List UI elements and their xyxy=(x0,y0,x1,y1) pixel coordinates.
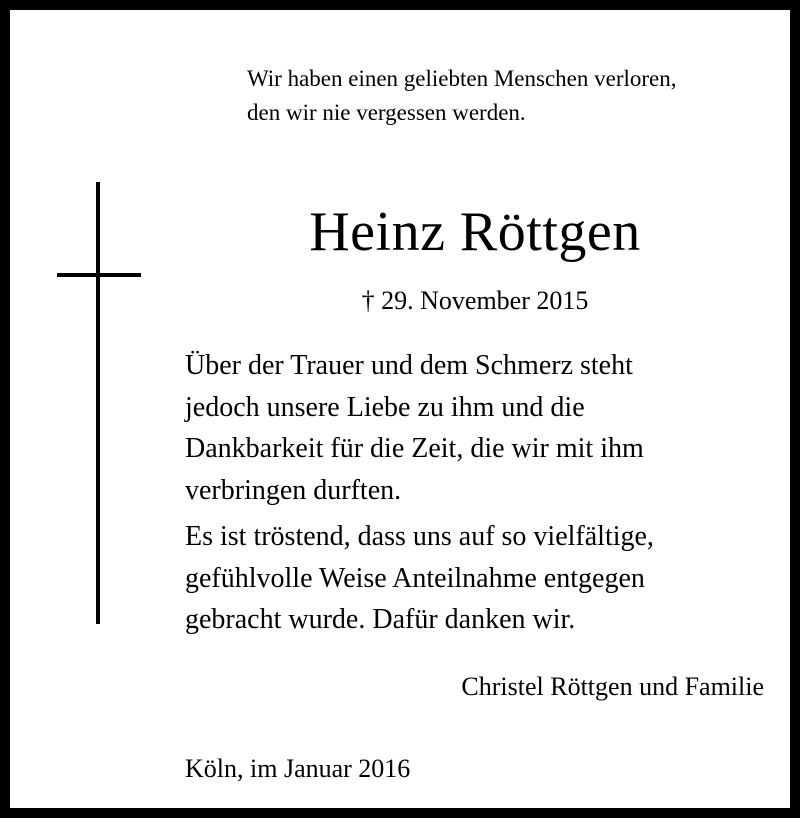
cross-vertical-bar xyxy=(96,182,100,624)
death-date: † 29. November 2015 xyxy=(361,286,589,315)
text-line: Es ist tröstend, dass uns auf so vielfältige, xyxy=(185,521,654,552)
motto xyxy=(247,62,787,130)
paragraph-thanks xyxy=(185,516,785,641)
text-line: gefühlvolle Weise Anteilnahme entgegen xyxy=(185,562,645,594)
text-line: verbringen durften. xyxy=(185,474,402,506)
signature: Christel Röttgen und Familie xyxy=(461,672,764,701)
paragraph-gratitude xyxy=(185,345,785,511)
place-date: Köln, im Januar 2016 xyxy=(185,754,411,783)
cross-horizontal-bar xyxy=(57,273,141,277)
motto-line: den wir nie vergessen werden. xyxy=(247,100,526,125)
deceased-name: Heinz Röttgen xyxy=(309,201,641,263)
obituary-text xyxy=(185,345,785,641)
text-line: gebracht wurde. Dafür danken wir. xyxy=(185,604,576,635)
text-line: jedoch unsere Liebe zu ihm und die xyxy=(185,391,585,423)
text-line: Dankbarkeit für die Zeit, die wir mit ihm xyxy=(185,433,644,464)
text-line: Über der Trauer und dem Schmerz steht xyxy=(185,350,633,381)
motto-line: Wir haben einen geliebten Menschen verloren, xyxy=(247,66,677,91)
